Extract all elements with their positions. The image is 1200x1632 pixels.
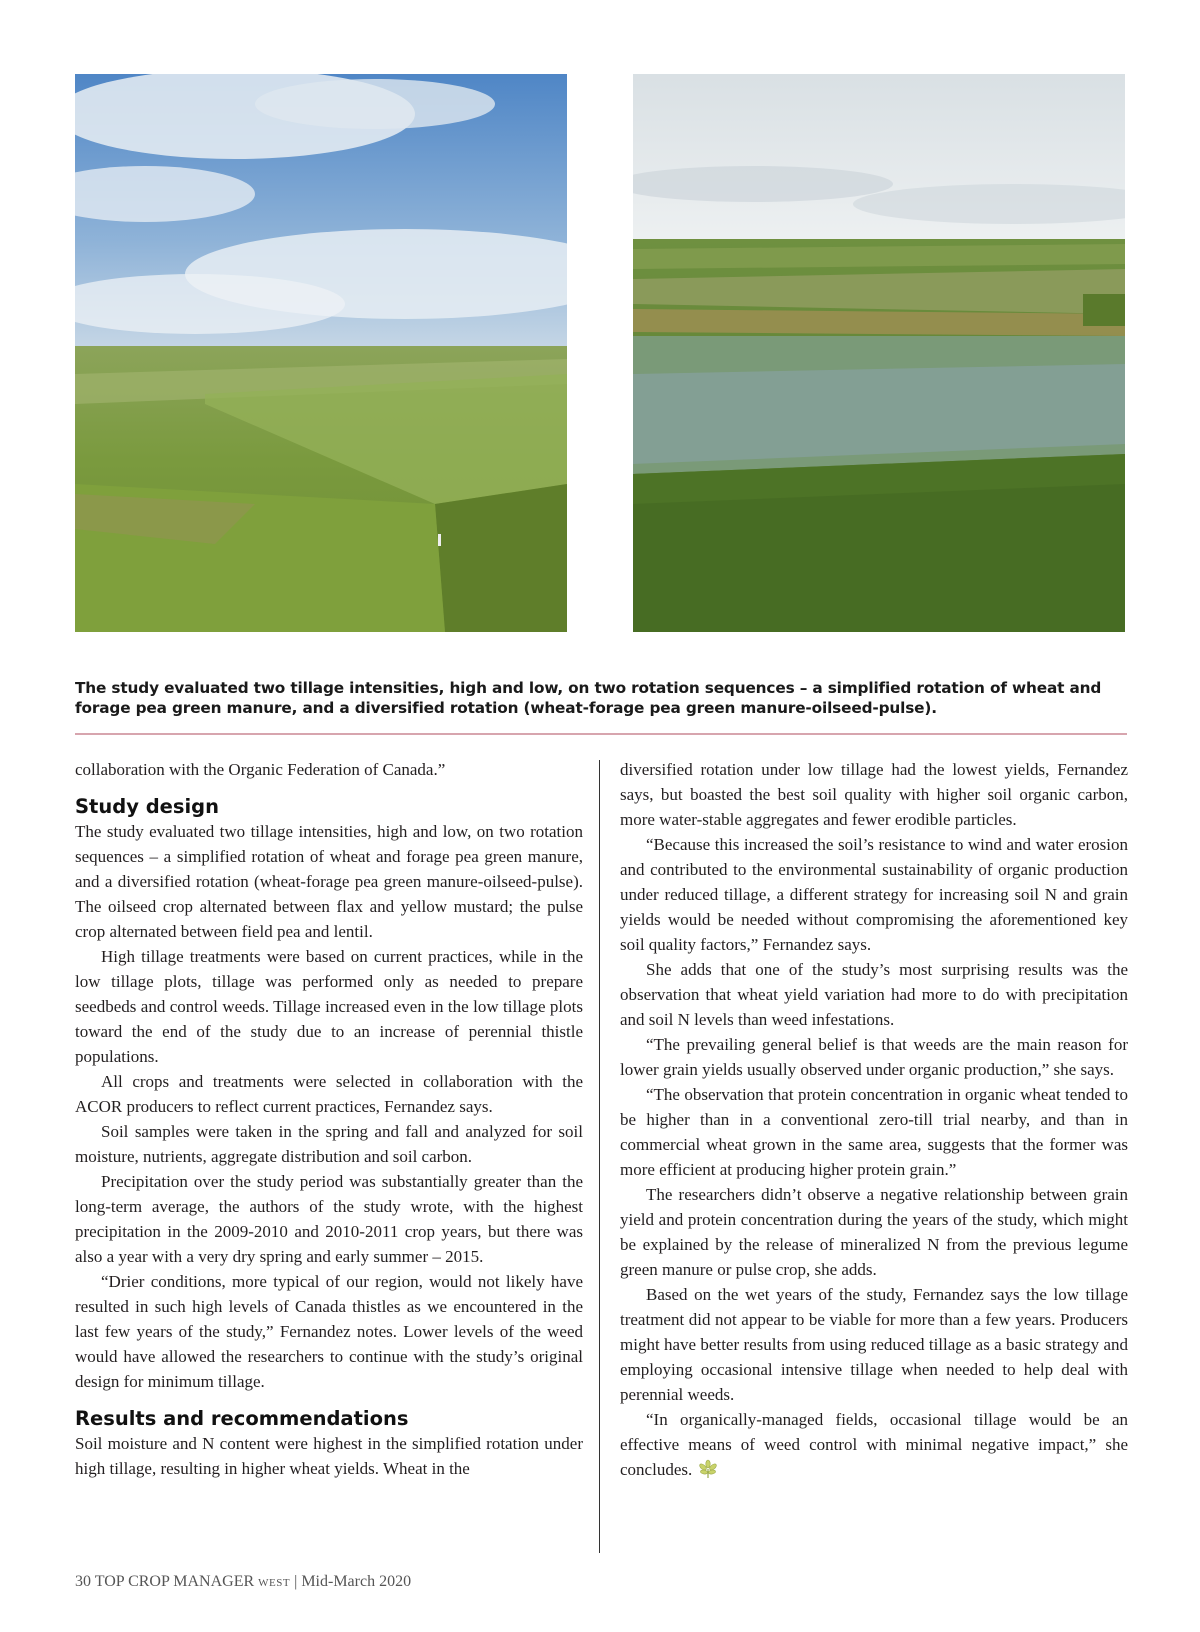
paragraph: Precipitation over the study period was substantially greater than the long-term average, the authors of the study wrote, with the highest precipitation in the 2009-2010 and 2010-2011 crop years, but there was also a year with a very dry spring and early summer – 2015.: [75, 1172, 583, 1266]
paragraph: diversified rotation under low tillage had the lowest yields, Fernandez says, but boasted the best soil quality with higher soil organic carbon, more water-stable aggregates and fewer erodible particles.: [620, 760, 1128, 829]
page-number: 30: [75, 1573, 91, 1590]
paragraph-final: [620, 1407, 1128, 1482]
paragraph: All crops and treatments were selected in collaboration with the ACOR producers to reflect current practices, Fernandez says.: [75, 1072, 583, 1116]
wheat-sprig-end-icon: [698, 1459, 718, 1479]
paragraph-final-text: “In organically-managed fields, occasional tillage would be an effective means of weed control with minimal negative impact,” she concludes.: [620, 1410, 1128, 1479]
paragraph: The researchers didn’t observe a negative relationship between grain yield and protein concentration during the years of the study, which might be explained by the release of mineralized N from the previous legume green manure or pulse crop, she adds.: [620, 1185, 1128, 1279]
paragraph: collaboration with the Organic Federation of Canada.”: [75, 760, 446, 779]
paragraph: Soil samples were taken in the spring and fall and analyzed for soil moisture, nutrients, aggregate distribution and soil carbon.: [75, 1122, 583, 1166]
flax-wheat-photo: [633, 74, 1125, 632]
left-column: [75, 757, 583, 1481]
field-plots-sky-photo-icon: [75, 74, 567, 632]
paragraph: Soil moisture and N content were highest in the simplified rotation under high tillage, resulting in higher wheat yields. Wheat in the: [75, 1434, 583, 1478]
paragraph: “Because this increased the soil’s resistance to wind and water erosion and contributed to the environmental sustainability of organic production under reduced tillage, a different strategy for increasing soil N and grain yields would be needed without compromising the aforementioned key soil quality factors,” Fernandez says.: [620, 835, 1128, 954]
magazine-name: TOP CROP MANAGER: [94, 1573, 255, 1590]
paragraph: “The observation that protein concentration in organic wheat tended to be higher than in a conventional zero-till trial nearby, and than in commercial wheat grown in the same area, suggests that the former was more efficient at producing higher protein grain.”: [620, 1085, 1128, 1179]
paragraph: High tillage treatments were based on current practices, while in the low tillage plots, tillage was performed only as needed to prepare seedbeds and control weeds. Tillage increased even in the low tillage plots toward the end of the study due to an increase of perennial thistle populations.: [75, 947, 583, 1066]
paragraph: “Drier conditions, more typical of our region, would not likely have resulted in such high levels of Canada thistles as we encountered in the last few years of the study,” Fernandez notes. Lower levels of the weed would have allowed the researchers to continue with the study’s original design for minimum tillage.: [75, 1272, 583, 1391]
page-footer: [75, 1573, 411, 1591]
section-heading-study-design: Study design: [75, 795, 220, 818]
paragraph: She adds that one of the study’s most surprising results was the observation that wheat yield variation had more to do with precipitation and soil N levels than weed infestations.: [620, 960, 1128, 1029]
paragraph: The study evaluated two tillage intensities, high and low, on two rotation sequences – a simplified rotation of wheat and forage pea green manure, and a diversified rotation (wheat-forage pea green manure-oilseed-pulse). The oilseed crop alternated between flax and yellow mustard; the pulse crop alternated between field pea and lentil.: [75, 822, 583, 941]
paragraph: “The prevailing general belief is that weeds are the main reason for lower grain yields usually observed under organic production,” she says.: [620, 1035, 1128, 1079]
column-divider: [599, 760, 600, 1553]
field-plots-photo: [75, 74, 567, 632]
paragraph: Based on the wet years of the study, Fernandez says the low tillage treatment did not appear to be viable for more than a few years. Producers might have better results from using reduced tillage as a basic strategy and employing occasional intensive tillage when needed to help deal with perennial weeds.: [620, 1285, 1128, 1404]
flax-wheat-field-photo-icon: [633, 74, 1125, 632]
magazine-edition: WEST: [258, 1577, 291, 1589]
section-heading-results: Results and recommendations: [75, 1407, 409, 1430]
issue-date: Mid-March 2020: [301, 1573, 412, 1590]
right-column: [620, 757, 1128, 1482]
photo-caption: The study evaluated two tillage intensities, high and low, on two rotation sequences – a simplified rotation of wheat and forage pea green manure, and a diversified rotation (wheat-forage pea green manure-oilseed-pulse).: [75, 679, 1102, 717]
caption-divider: [75, 733, 1127, 735]
footer-separator: |: [294, 1573, 298, 1590]
